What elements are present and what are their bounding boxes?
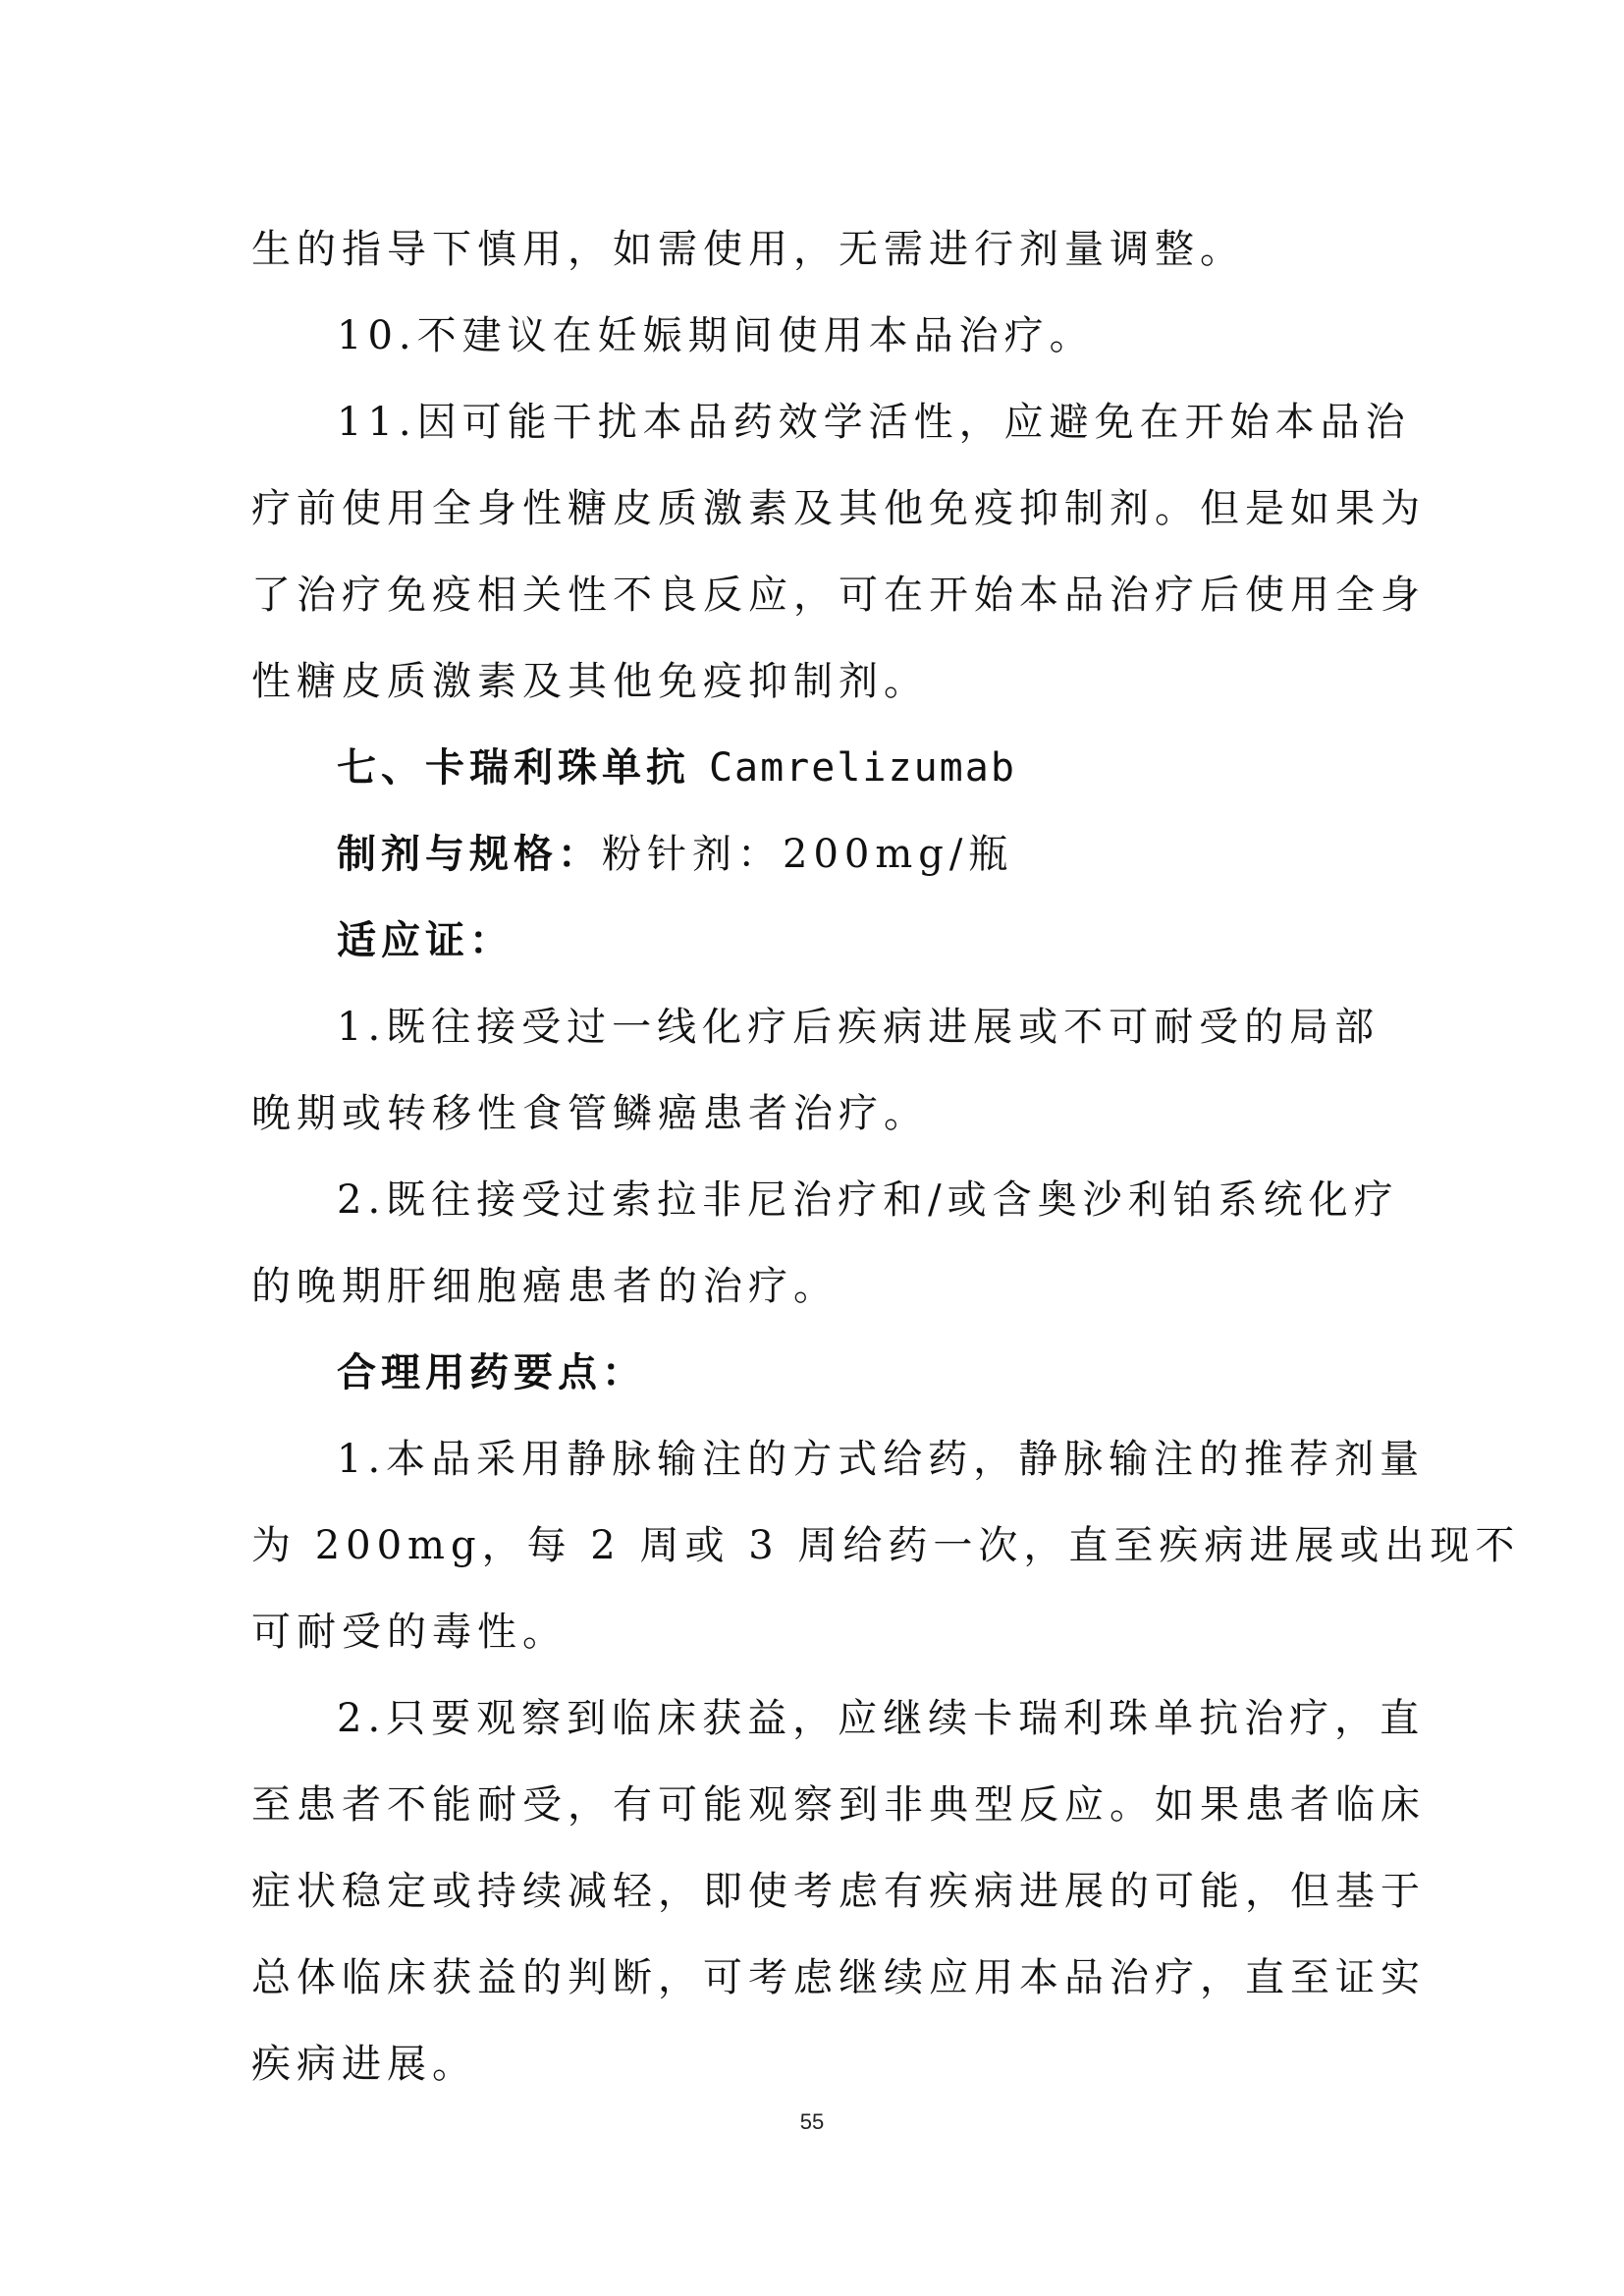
paragraph-line: 11.因可能干扰本品药效学活性，应避免在开始本品治 — [337, 400, 1411, 445]
paragraph-line: 疾病进展。 — [251, 2042, 477, 2087]
paragraph-line: 至患者不能耐受，有可能观察到非典型反应。如果患者临床 — [251, 1782, 1426, 1828]
spec-value: 粉针剂：200mg/瓶 — [602, 832, 1014, 877]
paragraph-line: 为 200mg，每 2 周或 3 周给药一次，直至疾病进展或出现不 — [251, 1523, 1521, 1568]
section-heading — [251, 725, 1380, 811]
paragraph-line: 了治疗免疫相关性不良反应，可在开始本品治疗后使用全身 — [251, 573, 1426, 618]
paragraph-line: 疗前使用全身性糖皮质激素及其他免疫抑制剂。但是如果为 — [251, 486, 1426, 531]
paragraph-line: 可耐受的毒性。 — [251, 1610, 568, 1655]
paragraph-line: 晚期或转移性食管鳞癌患者治疗。 — [251, 1091, 929, 1136]
section-heading-en: Camrelizumab — [708, 745, 1016, 791]
paragraph-line: 性糖皮质激素及其他免疫抑制剂。 — [251, 659, 929, 704]
paragraph-line: 1.既往接受过一线化疗后疾病进展或不可耐受的局部 — [337, 1005, 1380, 1050]
paragraph-line: 总体临床获益的判断，可考虑继续应用本品治疗，直至证实 — [251, 1955, 1426, 2000]
paragraph-line: 1.本品采用静脉输注的方式给药，静脉输注的推荐剂量 — [337, 1437, 1426, 1482]
indications-label: 适应证： — [337, 918, 514, 963]
rational-use-label: 合理用药要点： — [337, 1350, 646, 1395]
paragraph-line: 2.只要观察到临床获益，应继续卡瑞利珠单抗治疗，直 — [337, 1696, 1426, 1741]
paragraph-line: 生的指导下慎用，如需使用，无需进行剂量调整。 — [251, 227, 1245, 272]
paragraph-line: 10.不建议在妊娠期间使用本品治疗。 — [337, 313, 1095, 358]
paragraph-line: 2.既往接受过索拉非尼治疗和/或含奥沙利铂系统化疗 — [337, 1177, 1399, 1223]
spec-line — [251, 811, 1380, 898]
section-heading-cn: 七、卡瑞利珠单抗 — [337, 745, 690, 791]
paragraph-line: 症状稳定或持续减轻，即使考虑有疾病进展的可能，但基于 — [251, 1869, 1426, 1914]
page-number: 55 — [799, 2109, 825, 2134]
paragraph-line: 的晚期肝细胞癌患者的治疗。 — [251, 1264, 839, 1309]
page-body — [251, 206, 1521, 2107]
spec-label: 制剂与规格： — [337, 832, 602, 877]
